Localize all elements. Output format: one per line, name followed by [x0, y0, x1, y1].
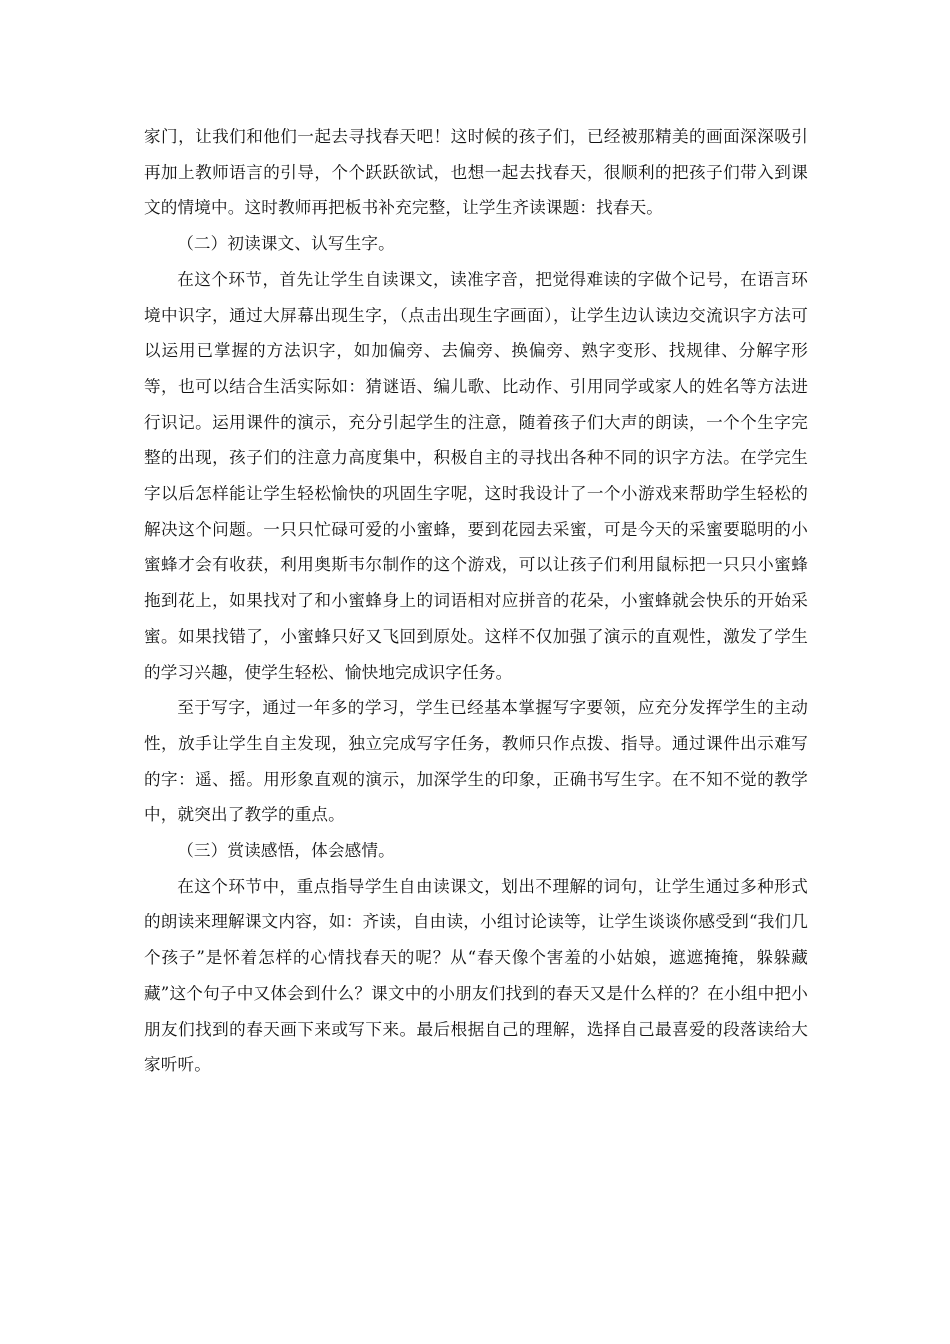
section-heading-2: （二）初读课文、认写生字。 [177, 234, 395, 254]
paragraph-appreciation: 在这个环节中，重点指导学生自由读课文，划出不理解的词句，让学生通过多种形式的朗读来理解课文内容，如：齐读，自由读，小组讨论读等，让学生谈谈你感受到“我们几个孩子”是怀着怎样的心情找春天的呢？从“春天像个害羞的小姑娘，遮遮掩掩，躲躲藏藏”这个句子中又体会到什么？课文中的小朋友们找到的春天又是什么样的？在小组中把小朋友们找到的春天画下来或写下来。最后根据自己的理解，选择自己最喜爱的段落读给大家听听。 [144, 876, 808, 1075]
paragraph-intro-continuation: 家门，让我们和他们一起去寻找春天吧！这时候的孩子们，已经被那精美的画面深深吸引再加上教师语言的引导，个个跃跃欲试，也想一起去找春天，很顺利的把孩子们带入到课文的情境中。这时教师再把板书补充完整，让学生齐读课题：找春天。 [144, 127, 808, 218]
document-body [144, 119, 808, 1083]
paragraph-writing: 至于写字，通过一年多的学习，学生已经基本掌握写字要领，应充分发挥学生的主动性，放手让学生自主发现，独立完成写字任务，教师只作点拨、指导。通过课件出示难写的字：遥、摇。用形象直观的演示，加深学生的印象，正确书写生字。在不知不觉的教学中，就突出了教学的重点。 [144, 698, 808, 825]
section-heading-3: （三）赏读感悟，体会感情。 [177, 841, 395, 861]
paragraph-literacy: 在这个环节，首先让学生自读课文，读准字音，把觉得难读的字做个记号，在语言环境中识字，通过大屏幕出现生字，（点击出现生字画面），让学生边认读边交流识字方法可以运用已掌握的方法识字，如加偏旁、去偏旁、换偏旁、熟字变形、找规律、分解字形等，也可以结合生活实际如：猜谜语、编儿歌、比动作、引用同学或家人的姓名等方法进行识记。运用课件的演示，充分引起学生的注意，随着孩子们大声的朗读，一个个生字完整的出现，孩子们的注意力高度集中，积极自主的寻找出各种不同的识字方法。在学完生字以后怎样能让学生轻松愉快的巩固生字呢，这时我设计了一个小游戏来帮助学生轻松的解决这个问题。一只只忙碌可爱的小蜜蜂，要到花园去采蜜，可是今天的采蜜要聪明的小蜜蜂才会有收获，利用奥斯韦尔制作的这个游戏，可以让孩子们利用鼠标把一只只小蜜蜂拖到花上，如果找对了和小蜜蜂身上的词语相对应拼音的花朵，小蜜蜂就会快乐的开始采蜜。如果找错了，小蜜蜂只好又飞回到原处。这样不仅加强了演示的直观性，激发了学生的学习兴趣，使学生轻松、愉快地完成识字任务。 [144, 269, 808, 682]
